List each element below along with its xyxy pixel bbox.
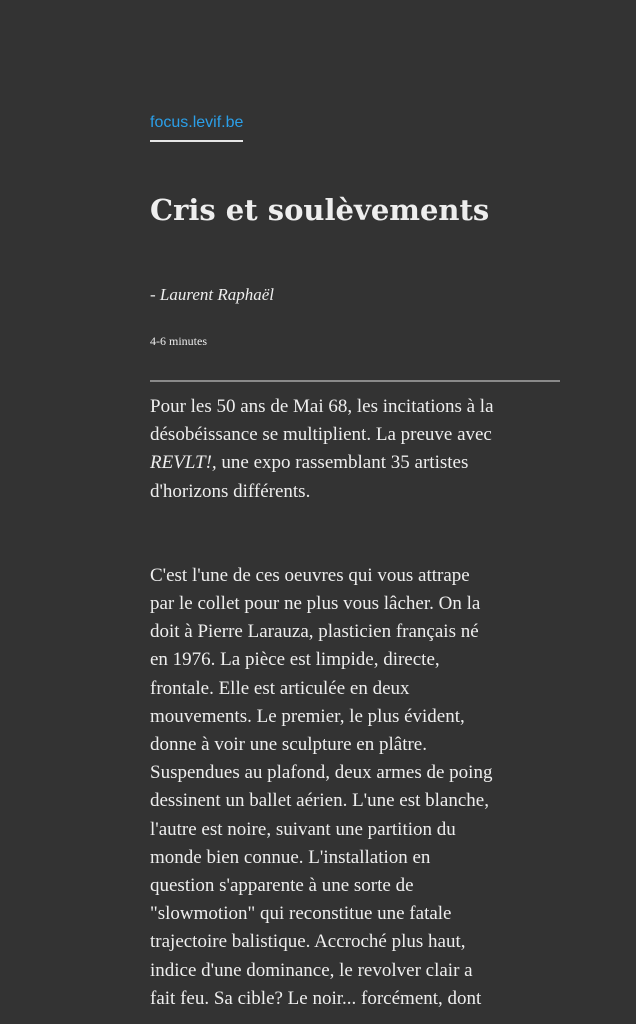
body-line: indice d'une dominance, le revolver clair a <box>150 959 473 981</box>
reading-time: 4-6 minutes <box>150 334 207 348</box>
article-byline: - Laurent Raphaël <box>150 285 275 304</box>
body-line: monde bien connue. L'installation en <box>150 846 431 868</box>
body-line: dessinent un ballet aérien. L'une est blanche, <box>150 790 489 812</box>
body-line: C'est l'une de ces oeuvres qui vous attrape <box>150 564 470 586</box>
intro-line-rest: une expo rassemblant 35 artistes <box>216 452 469 474</box>
body-line: fait feu. Sa cible? Le noir... forcément, dont <box>150 987 482 1009</box>
body-line: "slowmotion" qui reconstitue une fatale <box>150 903 452 925</box>
article-title: Cris et soulèvements <box>150 193 490 227</box>
body-line: trajectoire balistique. Accroché plus haut, <box>150 931 466 953</box>
source-site-link[interactable]: focus.levif.be <box>150 113 243 142</box>
intro-line <box>150 449 562 477</box>
body-line: frontale. Elle est articulée en deux <box>150 677 410 699</box>
intro-line: Pour les 50 ans de Mai 68, les incitations à la <box>150 396 494 417</box>
intro-line: désobéissance se multiplient. La preuve avec <box>150 424 492 446</box>
body-line: l'autre est noire, suivant une partition du <box>150 818 456 840</box>
body-line: Suspendues au plafond, deux armes de poing <box>150 762 493 784</box>
body-line: mouvements. Le premier, le plus évident, <box>150 705 465 727</box>
body-paragraph <box>150 562 562 1013</box>
intro-line: d'horizons différents. <box>150 480 311 502</box>
intro-paragraph <box>150 393 562 506</box>
article-body <box>150 393 562 1024</box>
body-line: par le collet pour ne plus vous lâcher. On la <box>150 593 481 615</box>
header-divider <box>150 380 560 382</box>
body-line: en 1976. La pièce est limpide, directe, <box>150 649 440 671</box>
exhibition-name: REVLT!, <box>150 452 217 474</box>
body-line: doit à Pierre Larauza, plasticien français né <box>150 621 479 643</box>
body-line: donne à voir une sculpture en plâtre. <box>150 734 427 756</box>
body-line: question s'apparente à une sorte de <box>150 875 414 897</box>
